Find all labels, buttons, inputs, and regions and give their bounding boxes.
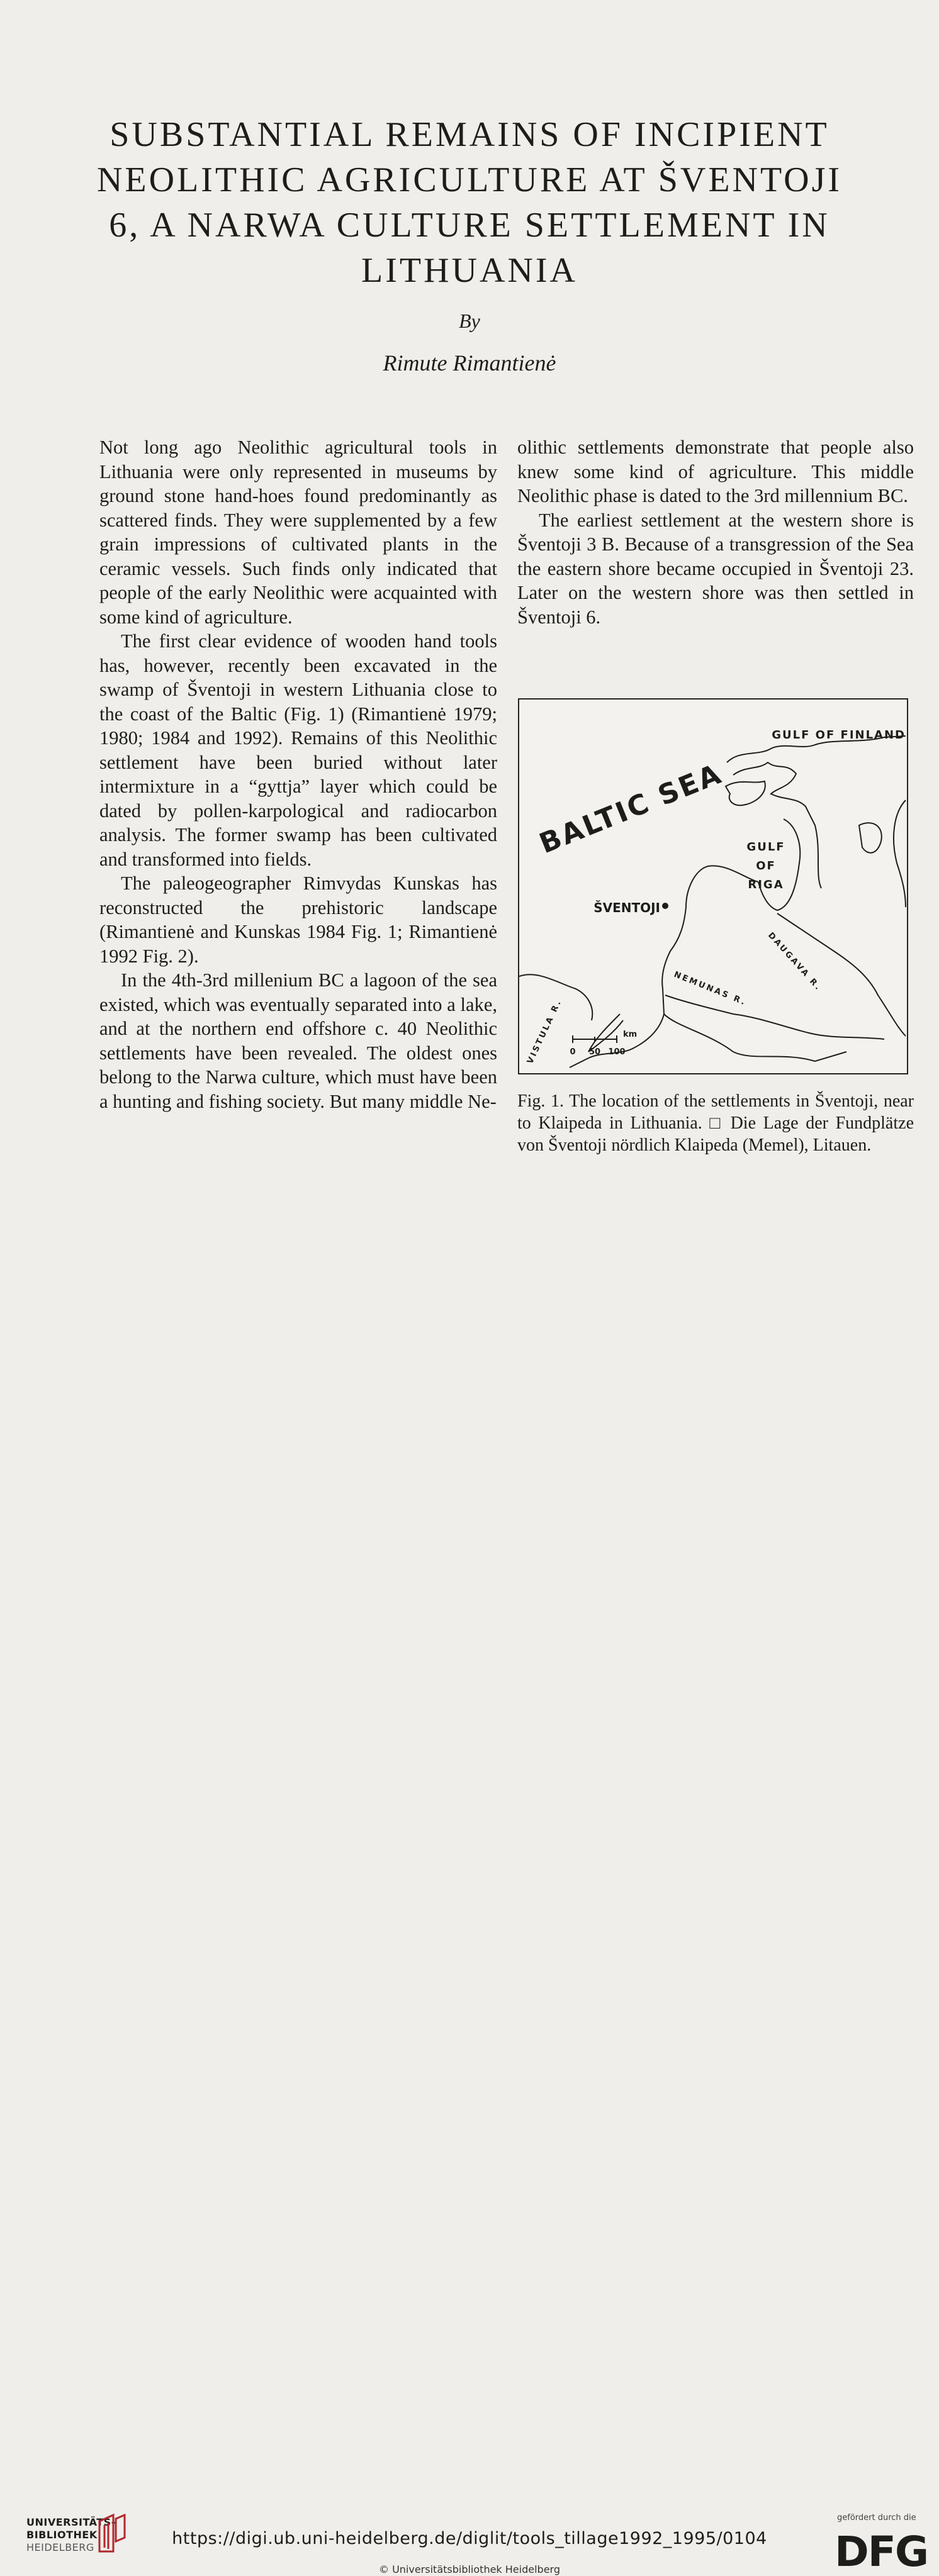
scale-tick: 0 — [570, 1047, 576, 1057]
library-line: HEIDELBERG — [26, 2541, 94, 2553]
baltic-sea-label: BALTIC SEA — [535, 757, 727, 861]
land-border — [664, 1014, 846, 1061]
body-column-right — [517, 435, 914, 629]
daugava-label: DAUGAVA R. — [766, 930, 824, 993]
island-east — [859, 823, 882, 853]
paragraph: The first clear evidence of wooden hand tools has, however, recently been excavated in the swamp of Šventoji in western Lithuania close to the coast of the Baltic (Fig. 1) (Rimantienė 1979; 1980; 1984 and 1992). Remains of this Neolithic settlement have been buried without later intermixture in a “gyttja” layer which could be dated by pollen-karpological and radiocarbon analysis. The former swamp has been cultivated and transformed into fields. — [99, 630, 497, 870]
article-title — [76, 112, 863, 293]
library-line: UNIVERSITÄTS- — [26, 2516, 116, 2528]
gulf-of-finland-label: GULF OF FINLAND — [772, 728, 906, 742]
nemunas-label: NEMUNAS R. — [672, 969, 748, 1008]
title-line: NEOLITHIC AGRICULTURE AT ŠVENTOJI — [96, 160, 843, 199]
coast-east — [894, 800, 906, 907]
scale-tick: 50 — [588, 1047, 601, 1057]
gulf-of-riga-label-1: GULF — [746, 840, 785, 854]
library-line: BIBLIOTHEK — [26, 2529, 98, 2541]
gulf-of-riga-label-2: OF — [756, 859, 776, 873]
saaremaa-island — [726, 781, 765, 805]
digitization-footer — [0, 1252, 939, 2576]
title-line: 6, A NARWA CULTURE SETTLEMENT IN — [109, 206, 830, 245]
sventoji-marker — [662, 903, 668, 909]
permalink-url[interactable]: https://digi.ub.uni-heidelberg.de/diglit/tools_tillage1992_1995/0104 — [172, 2529, 767, 2548]
daugava-river — [777, 913, 906, 1036]
scale-tick: 100 — [608, 1047, 626, 1057]
estonia-coast — [733, 762, 821, 888]
funded-by-label: gefördert durch die — [837, 2513, 916, 2523]
byline: By — [459, 309, 480, 332]
paragraph: Not long ago Neolithic agricultural tools in Lithuania were only represented in museums by ground stone hand-hoes found predominantly as scattered finds. They were supplemented by a few grain impressions of cultivated plants in the ceramic vessels. Such finds only indicated that people of the early Neolithic were acquainted with some kind of agriculture. — [99, 437, 497, 628]
title-line: SUBSTANTIAL REMAINS OF INCIPIENT — [110, 115, 829, 154]
paragraph: The paleogeographer Rimvydas Kunskas has reconstructed the prehistoric landscape (Rimantienė and Kunskas 1984 Fig. 1; Rimantienė 1992 Fig. 2). — [99, 873, 497, 967]
paragraph: In the 4th-3rd millenium BC a lagoon of the sea existed, which was eventually separated into a lake, and at the northern end offshore c. 40 Neolithic settlements have been revealed. The oldest ones belong to the Narwa culture, which must have been a hunting and fishing society. But many middle Ne- — [99, 969, 497, 1112]
paragraph: The earliest settlement at the western shore is Šventoji 3 B. Because of a transgression of the Sea the eastern shore became occupied in Šventoji 23. Later on the western shore was then settled in Šventoji 6. — [517, 509, 914, 628]
vistula-label: VISTULA R. — [526, 998, 564, 1066]
sventoji-label: ŠVENTOJI — [593, 900, 660, 915]
dfg-logo: DFG — [835, 2528, 928, 2576]
body-column-left — [99, 435, 497, 1113]
figure-caption: Fig. 1. The location of the settlements in Šventoji, near to Klaipeda in Lithuania. □ Die Lage der Fundplätze von Šventoji nördlich Klaipeda (Memel), Litauen. — [517, 1091, 914, 1155]
author-name: Rimute Rimantienė — [383, 350, 556, 376]
gulf-of-riga-label-3: RIGA — [748, 878, 784, 891]
copyright-notice: © Universitätsbibliothek Heidelberg — [378, 2563, 560, 2575]
paragraph: olithic settlements demonstrate that people also knew some kind of agriculture. This middle Neolithic phase is dated to the 3rd millennium BC. — [517, 437, 914, 506]
map-drawing — [519, 700, 907, 1073]
location-map — [518, 698, 908, 1074]
curonian-lagoon — [588, 1014, 623, 1052]
scale-bar — [570, 1030, 637, 1057]
scale-unit: km — [623, 1030, 638, 1039]
title-line: LITHUANIA — [361, 251, 578, 290]
